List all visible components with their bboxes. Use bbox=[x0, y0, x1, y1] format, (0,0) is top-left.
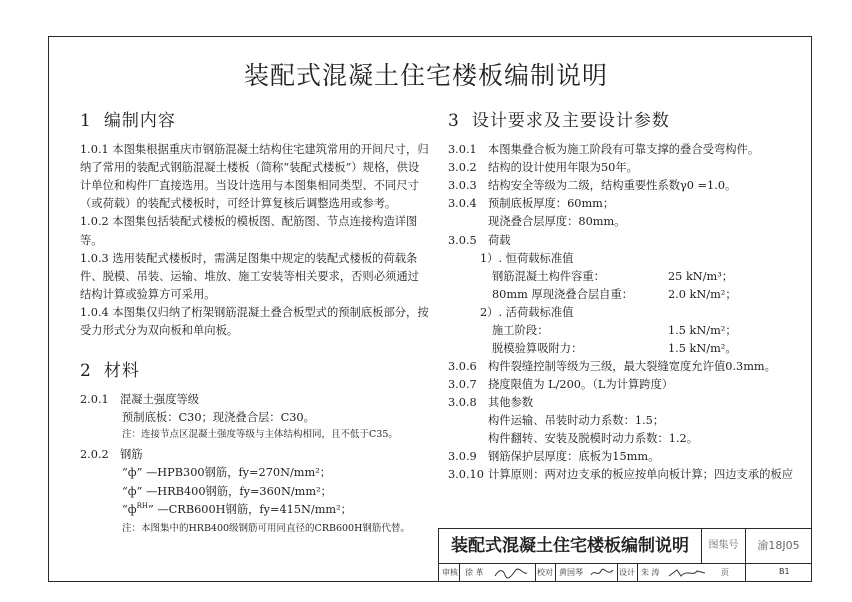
clause-2-0-1-label: 混凝土强度等级 bbox=[120, 393, 200, 407]
clause-3-0-3 bbox=[448, 177, 808, 195]
dead-load-name: 钢筋混凝土构件容重： bbox=[492, 269, 605, 283]
clause-2-0-2-number: 2.0.2 bbox=[80, 448, 109, 462]
design-label: 设计 bbox=[619, 568, 635, 577]
review-label: 审核 bbox=[442, 568, 458, 577]
page-label: 页 bbox=[721, 568, 729, 577]
live-load-name: 脱模验算吸附力： bbox=[492, 341, 583, 355]
dynamic-factor-install: 构件翻转、安装及脱模时动力系数：1.2。 bbox=[488, 432, 699, 446]
title-block bbox=[438, 528, 812, 582]
signature-row bbox=[439, 564, 811, 582]
check-label: 校对 bbox=[537, 568, 553, 577]
section-1-heading bbox=[80, 108, 430, 135]
live-load-row bbox=[448, 340, 808, 358]
clause-1-0-2: 1.0.2 本图集包括装配式楼板的模板图、配筋图、节点连接构造详图等。 bbox=[80, 215, 418, 247]
section-1-number: 1 bbox=[80, 111, 92, 131]
reviewer-name: 徐 革 bbox=[465, 568, 484, 577]
clause-2-0-2 bbox=[80, 446, 430, 464]
dead-load-name: 80mm 厚现浇叠合层自重： bbox=[492, 287, 634, 301]
clause-3-0-2-text: 结构的设计使用年限为50年。 bbox=[488, 161, 638, 175]
dead-load-row bbox=[448, 268, 808, 286]
designer-name: 朱 涛 bbox=[641, 568, 660, 577]
clause-3-0-3-number: 3.0.3 bbox=[448, 179, 477, 193]
title-block-title: 装配式混凝土住宅楼板编制说明 bbox=[451, 536, 689, 556]
clause-3-0-5-label: 荷载 bbox=[488, 233, 511, 247]
document-title: 装配式混凝土住宅楼板编制说明 bbox=[243, 61, 608, 90]
cast-layer-thickness: 现浇叠合层厚度：80mm。 bbox=[488, 215, 626, 229]
designer-signature bbox=[667, 567, 707, 581]
signature-icon bbox=[589, 567, 615, 579]
checker-signature bbox=[589, 567, 615, 581]
atlas-label: 图集号 bbox=[701, 529, 745, 563]
concrete-note: 注：连接节点区混凝土强度等级与主体结构相同，且不低于C35。 bbox=[122, 429, 398, 441]
signature-icon bbox=[667, 567, 707, 579]
clause-3-0-7 bbox=[448, 376, 808, 394]
clause-3-0-8-label: 其他参数 bbox=[488, 396, 534, 410]
section-3-number: 3 bbox=[448, 111, 460, 131]
rebar-crb600h: “$ф^{RH}$” —CRB600H钢筋，fy=415N/mm²； bbox=[122, 501, 352, 516]
live-load-label: 2）. 活荷载标准值 bbox=[480, 305, 574, 319]
live-load-row bbox=[448, 322, 808, 340]
clause-3-0-2-number: 3.0.2 bbox=[448, 161, 477, 175]
clause-3-0-7-number: 3.0.7 bbox=[448, 378, 477, 391]
cell-divider bbox=[459, 564, 460, 582]
cell-divider bbox=[637, 564, 638, 582]
clause-3-0-3-text: 结构安全等级为二级，结构重要性系数γ0 =1.0。 bbox=[488, 179, 737, 193]
rebar-note: 注：本图集中的HRB400级钢筋可用同直径的CRB600H钢筋代替。 bbox=[122, 522, 410, 534]
cell-divider bbox=[555, 564, 556, 582]
clause-3-0-9-number: 3.0.9 bbox=[448, 450, 477, 464]
concrete-grade-line: 预制底板：C30；现浇叠合层：C30。 bbox=[122, 411, 315, 425]
clause-3-0-9 bbox=[448, 448, 808, 466]
clause-1-0-1: 1.0.1 本图集根据重庆市钢筋混凝土结构住宅建筑常用的开间尺寸，归纳了常用的装配式钢筋混凝土楼板（简称“装配式楼板”）规格，供设计单位和构件厂直接选用。当设计选用与本图集相同类型、不同尺寸（或荷载）的装配式楼板时，可经计算复核后调整选用或参考。 bbox=[80, 143, 429, 211]
clause-3-0-1-number: 3.0.1 bbox=[448, 143, 477, 157]
clause-1-0-3: 1.0.3 选用装配式楼板时，需满足图集中规定的装配式楼板的荷载条件、脱模、吊装、运输、堆放、施工安装等相关要求，否则必须通过结构计算或验算方可采用。 bbox=[80, 251, 419, 301]
clause-3-0-6 bbox=[448, 358, 808, 376]
section-3-title: 设计要求及主要设计参数 bbox=[471, 111, 670, 131]
clause-3-0-10-text: 计算原则：两对边支承的板应按单向板计算；四边支承的板应 bbox=[488, 468, 794, 482]
dynamic-factor-transport: 构件运输、吊装时动力系数：1.5； bbox=[488, 414, 665, 428]
section-3-heading bbox=[448, 108, 808, 135]
live-load-name: 施工阶段： bbox=[492, 323, 549, 337]
clause-3-0-5 bbox=[448, 232, 808, 250]
clause-3-0-4-number: 3.0.4 bbox=[448, 197, 477, 211]
clause-3-0-10-number: 3.0.10 bbox=[448, 468, 484, 482]
clause-1-0-4: 1.0.4 本图集仅归纳了桁架钢筋混凝土叠合板型式的预制底板部分，按受力形式分为双向板和单向板。 bbox=[80, 305, 429, 337]
clause-2-0-1 bbox=[80, 391, 430, 409]
clause-2-0-2-label: 钢筋 bbox=[120, 448, 143, 462]
section-2-number: 2 bbox=[80, 360, 92, 381]
rebar-hpb300: “ф” —HPB300钢筋，fy=270N/mm²； bbox=[122, 466, 332, 480]
clause-3-0-6-number: 3.0.6 bbox=[448, 359, 477, 373]
live-load-value: 1.5 kN/m²； bbox=[668, 323, 737, 337]
cell-divider bbox=[535, 564, 536, 582]
clause-3-0-1 bbox=[448, 141, 808, 159]
clause-3-0-8 bbox=[448, 394, 808, 412]
dead-load-value: 2.0 kN/m²； bbox=[668, 287, 737, 301]
left-column bbox=[80, 108, 430, 536]
clause-3-0-7-text: 挠度限值为 L/200。（L为计算跨度） bbox=[488, 378, 674, 391]
dead-load-label: 1）. 恒荷载标准值 bbox=[480, 251, 574, 265]
cell-divider bbox=[617, 564, 618, 582]
clause-3-0-6-text: 构件裂缝控制等级为三级，最大裂缝宽度允许值0.3mm。 bbox=[488, 359, 776, 373]
clause-3-0-10 bbox=[448, 466, 808, 484]
clause-3-0-4 bbox=[448, 195, 808, 213]
clause-3-0-8-number: 3.0.8 bbox=[448, 396, 477, 410]
rebar-hrb400: “ф” —HRB400钢筋，fy=360N/mm²； bbox=[122, 484, 332, 498]
clause-3-0-9-text: 钢筋保护层厚度：底板为15mm。 bbox=[488, 450, 660, 464]
clause-3-0-1-text: 本图集叠合板为施工阶段有可靠支撑的叠合受弯构件。 bbox=[488, 143, 760, 157]
dead-load-value: 25 kN/m³； bbox=[668, 269, 734, 283]
clause-3-0-5-number: 3.0.5 bbox=[448, 233, 477, 247]
clause-3-0-2 bbox=[448, 159, 808, 177]
live-load-value: 1.5 kN/m²。 bbox=[668, 341, 737, 355]
section-2-heading bbox=[80, 358, 430, 385]
dead-load-row bbox=[448, 286, 808, 304]
checker-name: 黄国琴 bbox=[559, 568, 583, 577]
signature-icon bbox=[493, 567, 529, 579]
right-column bbox=[448, 108, 808, 484]
section-2-title: 材料 bbox=[103, 360, 140, 381]
section-1-title: 编制内容 bbox=[103, 111, 176, 131]
cell-divider bbox=[745, 564, 746, 582]
page-number: B1 bbox=[779, 567, 790, 576]
atlas-number: 渝18J05 bbox=[745, 529, 811, 563]
clause-2-0-1-number: 2.0.1 bbox=[80, 393, 109, 407]
reviewer-signature bbox=[493, 567, 529, 581]
clause-3-0-4-text: 预制底板厚度：60mm； bbox=[488, 197, 615, 211]
